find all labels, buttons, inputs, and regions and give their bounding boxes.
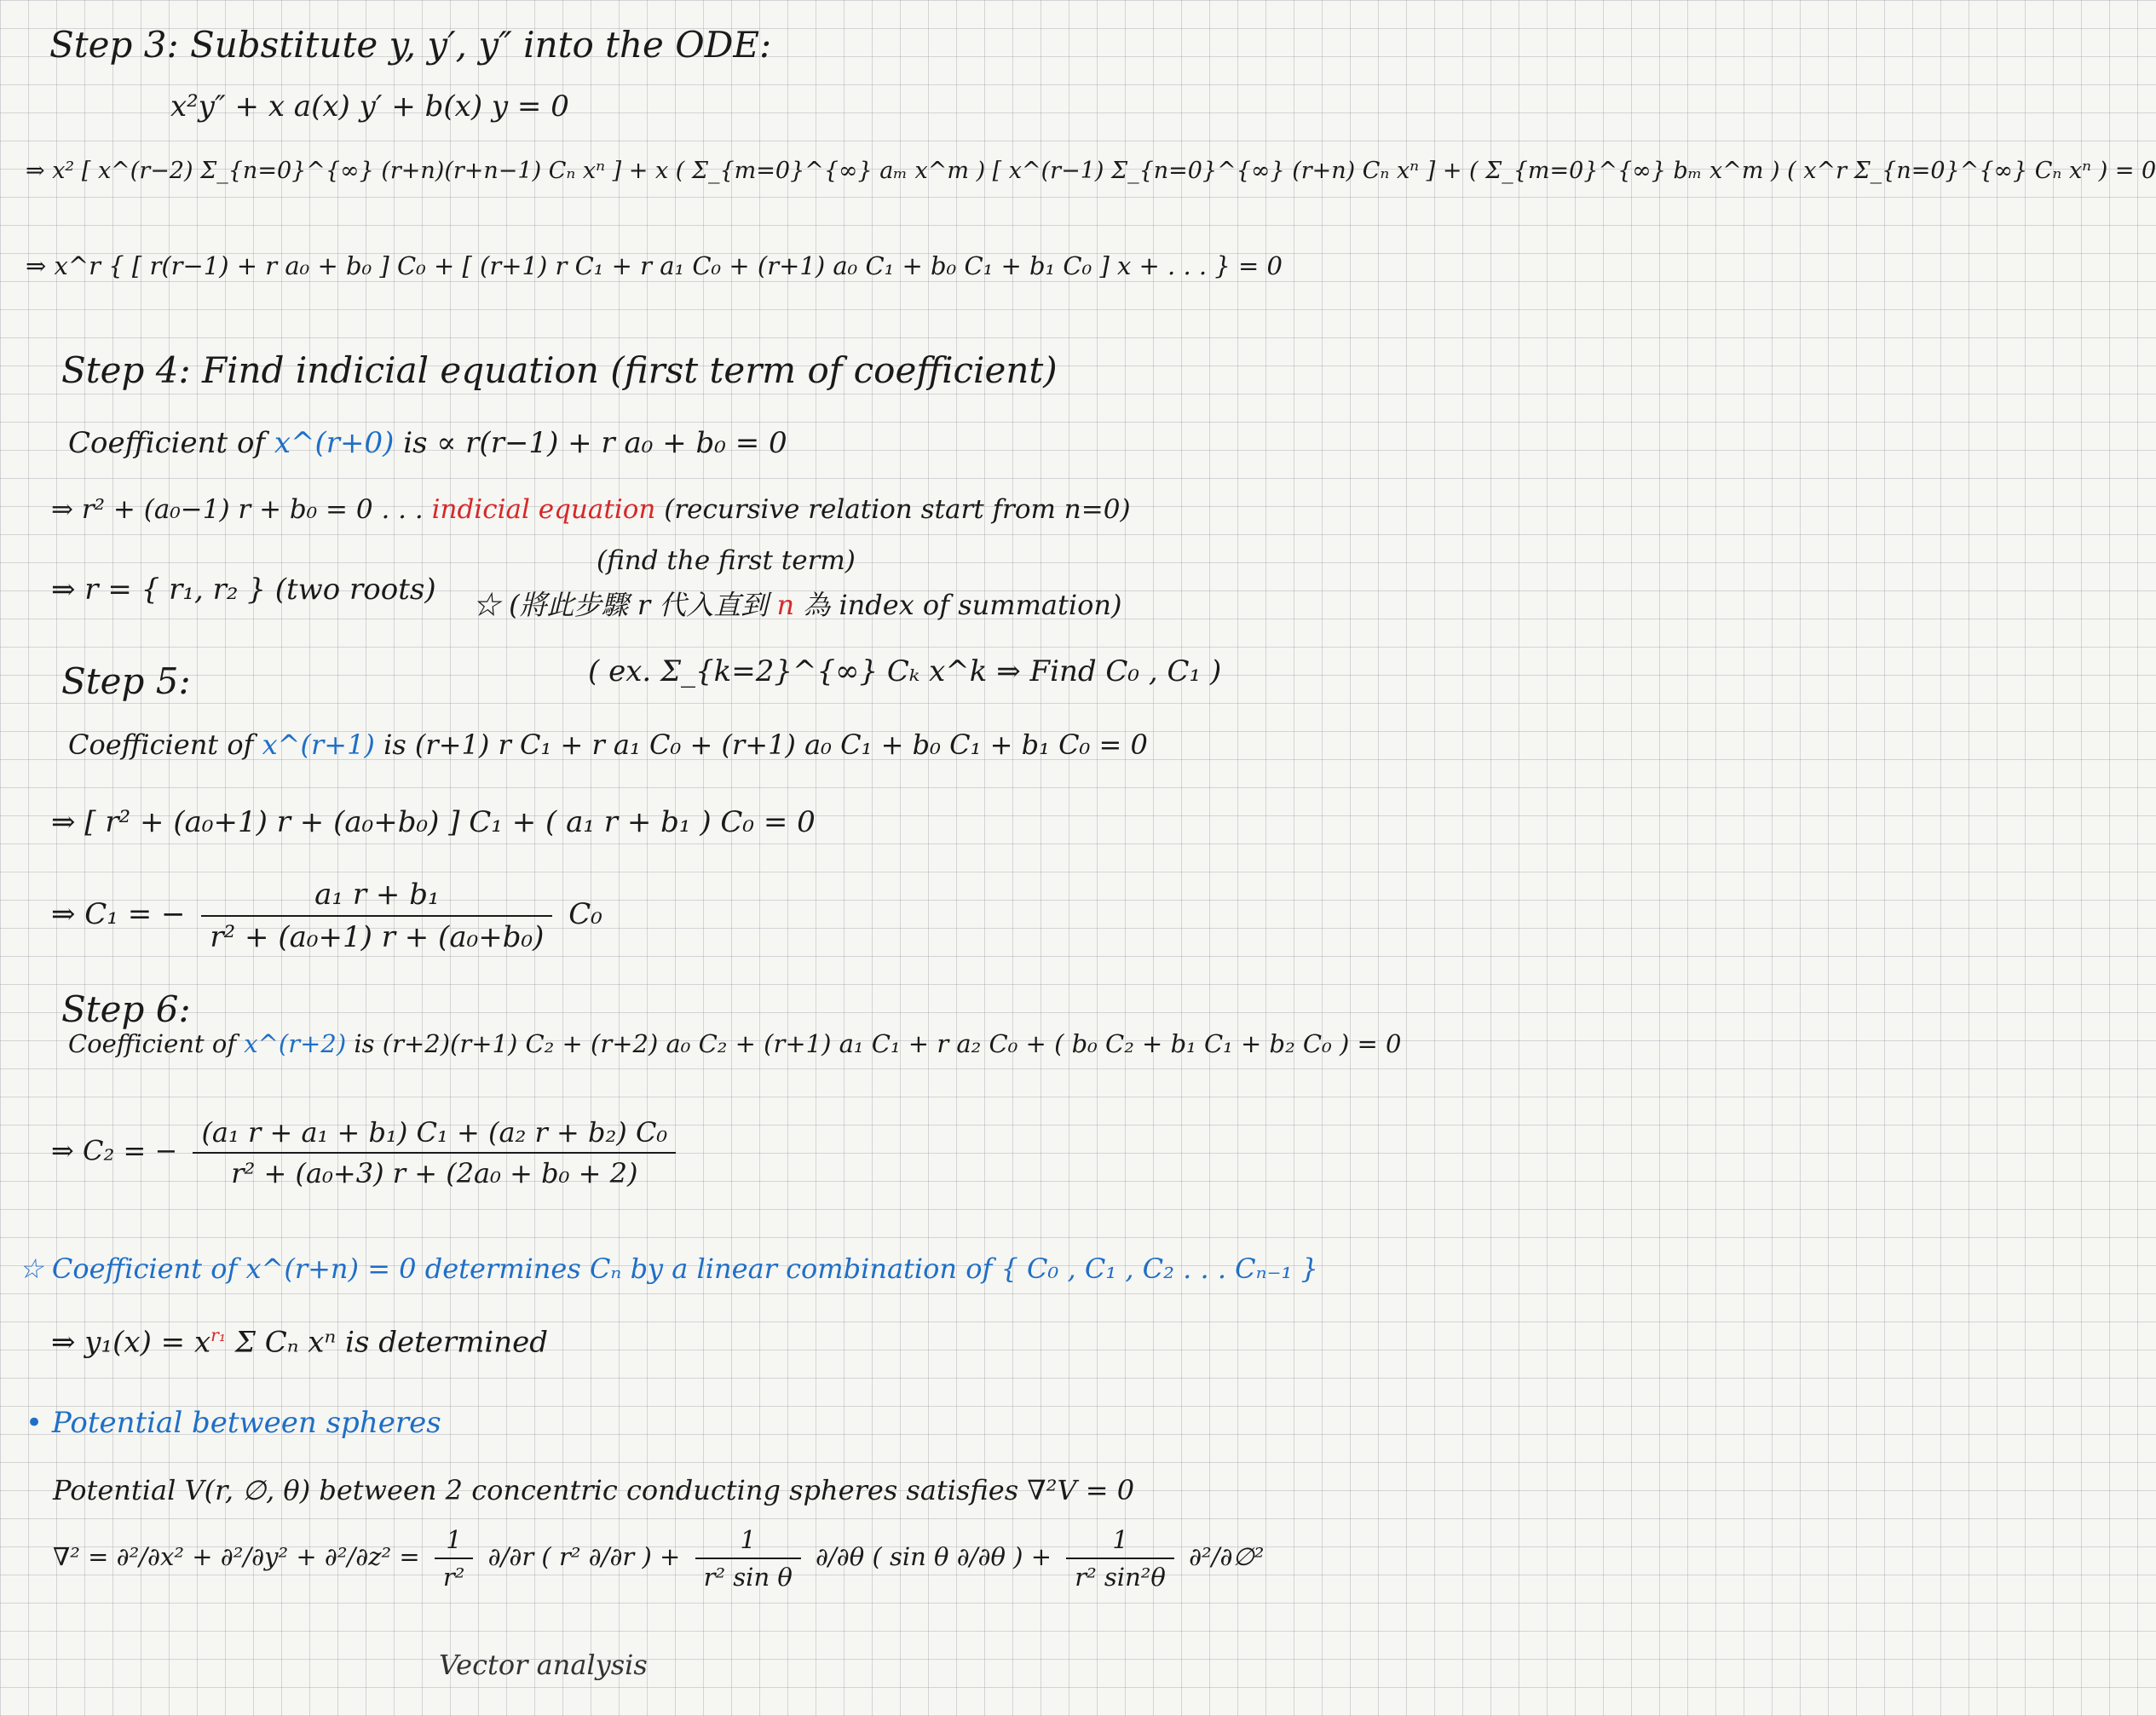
term2-denominator: r² sin θ: [703, 1563, 793, 1592]
power-term: x^(r+2): [244, 1029, 347, 1058]
coefficient-label: Coefficient of: [68, 1029, 245, 1058]
linear-combination-note: ☆ Coefficient of x^(r+n) = 0 determines Cₙ by a linear combination of { C₀ , C₁ , C₂ . . . Cₙ₋₁ }: [19, 1252, 1318, 1285]
potential-heading: • Potential between spheres: [26, 1406, 441, 1440]
ode-equation: x²y″ + x a(x) y′ + b(x) y = 0: [170, 89, 569, 124]
star-note: [473, 584, 1121, 623]
step6-heading: Step 6:: [61, 988, 191, 1030]
collected-coefficients-equation: ⇒ x^r { [ r(r−1) + r a₀ + b₀ ] C₀ + [ (r+1) r C₁ + r a₁ C₀ + (r+1) a₀ C₁ + b₀ C₁ + b₁ C₀ ] x + . . . } = 0: [26, 251, 1283, 280]
term2-numerator: 1: [695, 1525, 801, 1559]
term1-numerator: 1: [435, 1525, 474, 1559]
c2-solution: [51, 1116, 683, 1189]
laplacian-cartesian: ∇² = ∂²/∂x² + ∂²/∂y² + ∂²/∂z² =: [53, 1542, 420, 1571]
coefficient-label: Coefficient of: [68, 728, 262, 761]
c1-fraction: [201, 878, 552, 954]
laplacian-term1-fraction: [435, 1525, 474, 1592]
recursive-note: (recursive relation start from n=0): [655, 494, 1131, 525]
step4-heading: Step 4: Find indicial equation (first term of coefficient): [61, 349, 1058, 391]
c1-numerator: a₁ r + b₁: [201, 878, 552, 917]
y1-suffix: Σ Cₙ xⁿ is determined: [226, 1325, 549, 1360]
term3-operator: ∂²/∂∅²: [1189, 1542, 1265, 1571]
star-note-n: n: [776, 589, 795, 621]
power-term: x^(r+1): [262, 728, 375, 761]
term1-operator: ∂/∂r ( r² ∂/∂r ) +: [487, 1542, 681, 1571]
step6-coefficient-line: [68, 1029, 1401, 1058]
y1-prefix: ⇒ y₁(x) = x: [51, 1325, 211, 1360]
summation-example: ( ex. Σ_{k=2}^{∞} Cₖ x^k ⇒ Find C₀ , C₁ ): [588, 654, 1222, 688]
laplacian-term2-fraction: [695, 1525, 801, 1592]
term3-denominator: r² sin²θ: [1075, 1563, 1166, 1592]
c1-lhs: ⇒ C₁ = −: [51, 897, 186, 931]
step5-coefficient-line: [68, 728, 1148, 761]
substituted-series-equation: ⇒ x² [ x^(r−2) Σ_{n=0}^{∞} (r+n)(r+n−1) Cₙ xⁿ ] + x ( Σ_{m=0}^{∞} aₘ x^m ) [ x^(r−1) Σ_{n=0}^{∞} (r+n) Cₙ xⁿ ] + ( Σ_{m=0}^{∞} bₘ x^m ) ( x^r Σ_{n=0}^{∞} Cₙ xⁿ ) = 0: [26, 158, 2156, 184]
star-note-suffix: 為 index of summation): [794, 589, 1122, 621]
coefficient-expression: is (r+2)(r+1) C₂ + (r+2) a₀ C₂ + (r+1) a₁ C₁ + r a₂ C₀ + ( b₀ C₂ + b₁ C₁ + b₂ C₀ ) = 0: [346, 1029, 1402, 1058]
term3-numerator: 1: [1066, 1525, 1174, 1559]
grouped-equation: ⇒ [ r² + (a₀+1) r + (a₀+b₀) ] C₁ + ( a₁ r + b₁ ) C₀ = 0: [51, 805, 816, 839]
power-term: x^(r+0): [274, 426, 395, 460]
first-term-note: (find the first term): [597, 545, 856, 576]
laplacian-equation: [53, 1525, 1264, 1592]
page-footer: Vector analysis: [439, 1649, 648, 1681]
c2-fraction: [193, 1116, 676, 1189]
step5-heading: Step 5:: [61, 660, 191, 702]
step4-coefficient-line: [68, 426, 787, 460]
indicial-label: indicial equation: [431, 494, 656, 525]
c2-numerator: (a₁ r + a₁ + b₁) C₁ + (a₂ r + b₂) C₀: [193, 1116, 676, 1154]
term2-operator: ∂/∂θ ( sin θ ∂/∂θ ) +: [816, 1542, 1052, 1571]
potential-description: Potential V(r, ∅, θ) between 2 concentric conducting spheres satisfies ∇²V = 0: [53, 1474, 1135, 1506]
y1-power: r₁: [210, 1325, 227, 1345]
c1-denominator: r² + (a₀+1) r + (a₀+b₀): [210, 920, 545, 954]
star-note-prefix: ☆ (將此步驟 r 代入直到: [473, 589, 777, 621]
roots-line: ⇒ r = { r₁, r₂ } (two roots): [51, 573, 436, 607]
coefficient-label: Coefficient of: [68, 426, 274, 460]
coefficient-expression: is (r+1) r C₁ + r a₁ C₀ + (r+1) a₀ C₁ + b₀ C₁ + b₁ C₀ = 0: [374, 728, 1148, 761]
c2-lhs: ⇒ C₂ = −: [51, 1134, 178, 1167]
c2-denominator: r² + (a₀+3) r + (2a₀ + b₀ + 2): [231, 1157, 638, 1189]
c1-solution: [51, 878, 602, 954]
c1-tail: C₀: [568, 897, 602, 931]
term1-denominator: r²: [442, 1563, 465, 1592]
y1-result: [51, 1325, 548, 1359]
step3-heading: Step 3: Substitute y, y′, y″ into the ODE:: [49, 24, 772, 66]
indicial-expression: ⇒ r² + (a₀−1) r + b₀ = 0 . . .: [51, 494, 432, 525]
indicial-equation-line: [51, 494, 1131, 525]
coefficient-expression: is ∝ r(r−1) + r a₀ + b₀ = 0: [394, 426, 787, 460]
laplacian-term3-fraction: [1066, 1525, 1174, 1592]
